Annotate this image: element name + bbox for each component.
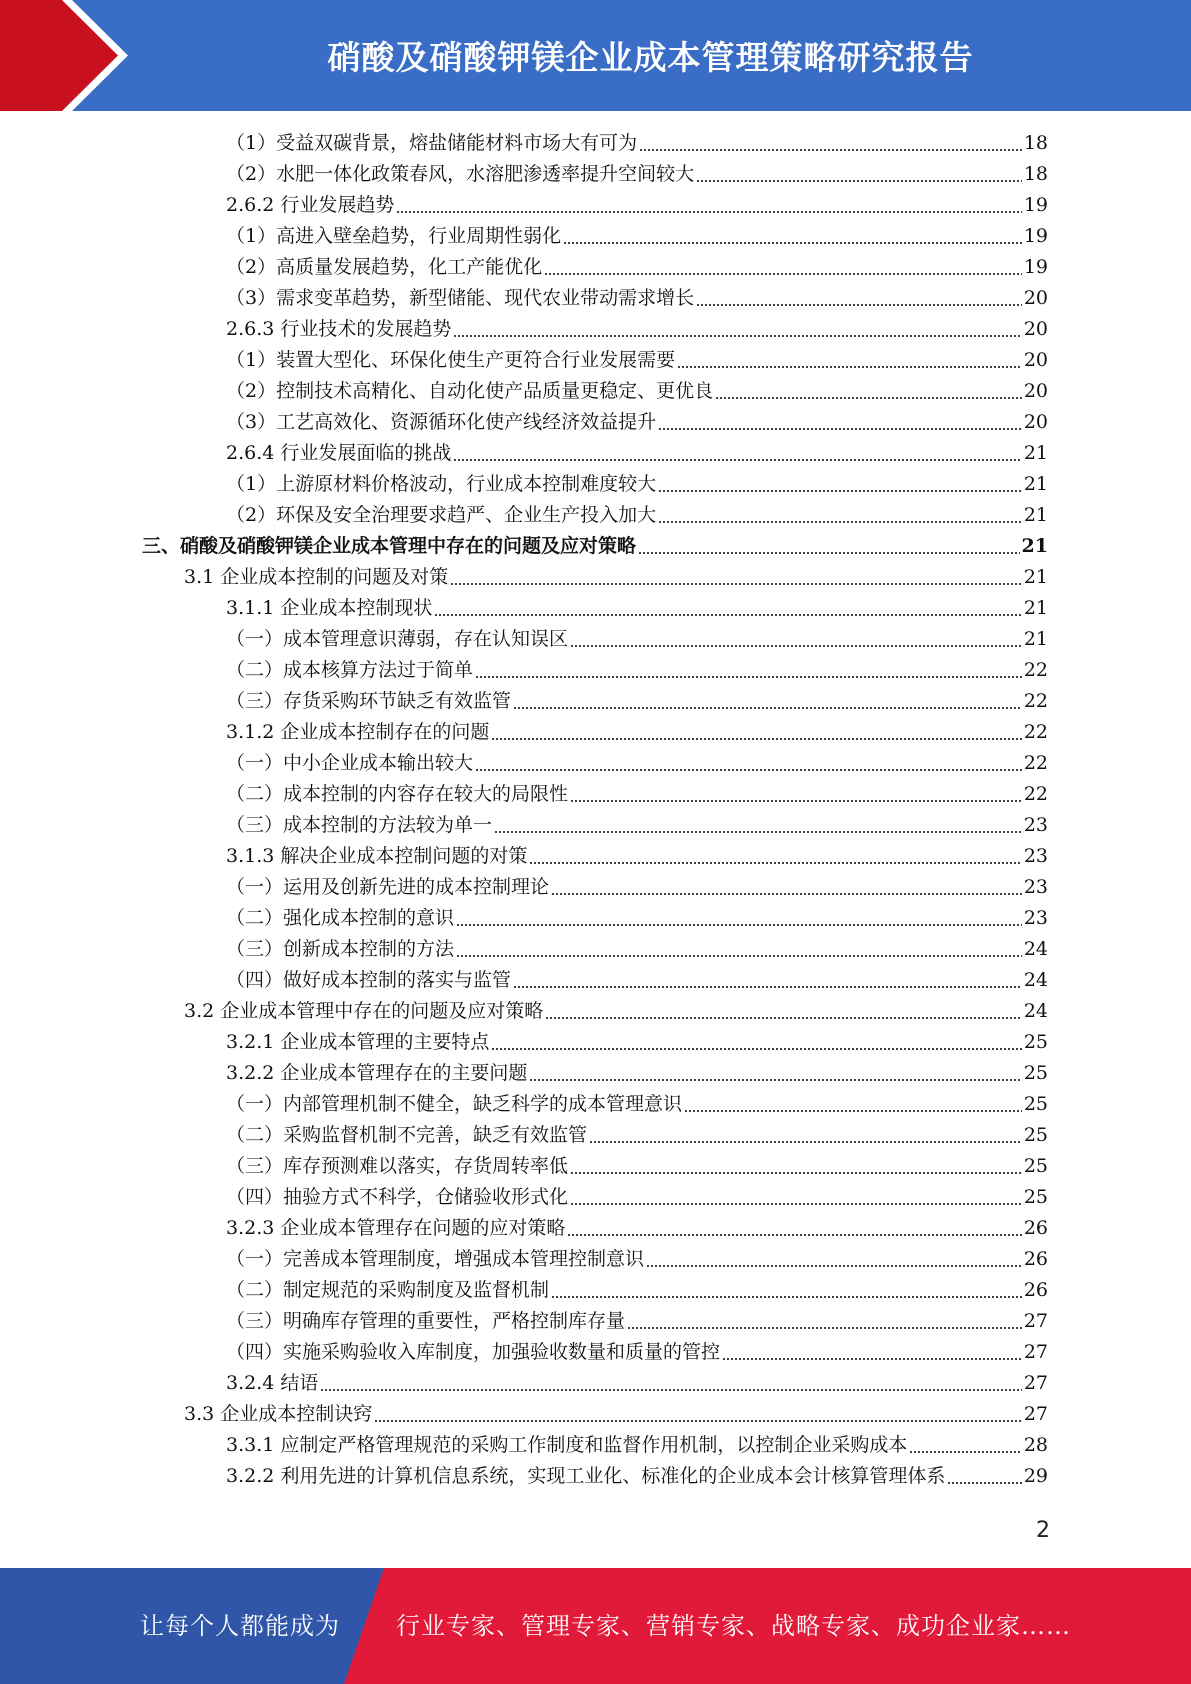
toc-entry-title: 3.1 企业成本控制的问题及对策	[184, 566, 449, 588]
toc-entry-page: 21	[1023, 597, 1048, 619]
toc-dot-leader	[494, 831, 1022, 833]
toc-entry-title: （三）库存预测难以落实，存货周转率低	[226, 1155, 569, 1177]
toc-entry[interactable]	[226, 624, 1048, 655]
toc-entry-page: 25	[1023, 1155, 1048, 1177]
toc-entry-title: 3.2.1 企业成本管理的主要特点	[226, 1031, 490, 1053]
toc-entry-page: 26	[1023, 1279, 1048, 1301]
toc-entry[interactable]	[226, 221, 1048, 252]
toc-entry-title: （2）高质量发展趋势，化工产能优化	[226, 256, 543, 278]
toc-dot-leader	[453, 459, 1021, 461]
toc-dot-leader	[544, 273, 1022, 275]
toc-entry-title: （3）需求变革趋势，新型储能、现代农业带动需求增长	[226, 287, 695, 309]
toc-entry[interactable]	[226, 655, 1048, 686]
toc-entry[interactable]	[226, 283, 1048, 314]
toc-entry-title: （三）创新成本控制的方法	[226, 938, 455, 960]
toc-entry-page: 25	[1023, 1093, 1048, 1115]
toc-entry-title: （1）上游原材料价格波动，行业成本控制难度较大	[226, 473, 657, 495]
toc-entry[interactable]	[226, 314, 1048, 345]
toc-entry-title: 2.6.4 行业发展面临的挑战	[226, 442, 452, 464]
toc-entry-title: 3.2.4 结语	[226, 1372, 319, 1394]
toc-entry-title: （二）成本核算方法过于简单	[226, 659, 474, 681]
toc-entry[interactable]	[226, 500, 1048, 531]
toc-entry-page: 27	[1023, 1310, 1048, 1332]
footer-slogan-left: 让每个人都能成为	[140, 1612, 340, 1640]
toc-dot-leader	[453, 335, 1021, 337]
page-number: 2	[1036, 1518, 1050, 1543]
toc-dot-leader	[456, 924, 1022, 926]
toc-dot-leader	[909, 1451, 1021, 1453]
toc-entry-title: （一）成本管理意识薄弱，存在认知误区	[226, 628, 569, 650]
toc-entry[interactable]	[226, 407, 1048, 438]
toc-dot-leader	[639, 149, 1022, 151]
toc-entry-page: 21	[1023, 566, 1048, 588]
toc-entry-page: 21	[1021, 535, 1048, 557]
toc-entry[interactable]	[226, 779, 1048, 810]
toc-entry[interactable]	[184, 562, 1048, 593]
toc-entry-title: 3.2.2 企业成本管理存在的主要问题	[226, 1062, 528, 1084]
toc-entry-page: 25	[1023, 1031, 1048, 1053]
toc-entry-title: （二）采购监督机制不完善，缺乏有效监管	[226, 1124, 588, 1146]
toc-entry-page: 27	[1023, 1403, 1048, 1425]
toc-entry[interactable]	[226, 469, 1048, 500]
toc-entry[interactable]	[226, 1306, 1048, 1337]
toc-dot-leader	[570, 1203, 1022, 1205]
toc-entry[interactable]	[226, 252, 1048, 283]
toc-entry-page: 21	[1023, 628, 1048, 650]
toc-entry-title: （一）完善成本管理制度，增强成本管理控制意识	[226, 1248, 645, 1270]
toc-dot-leader	[434, 614, 1021, 616]
toc-entry-page: 23	[1023, 907, 1048, 929]
toc-entry-page: 22	[1023, 721, 1048, 743]
toc-entry-title: （二）强化成本控制的意识	[226, 907, 455, 929]
toc-entry[interactable]	[226, 965, 1048, 996]
toc-entry-title: 3.2 企业成本管理中存在的问题及应对策略	[184, 1000, 544, 1022]
toc-entry-page: 20	[1023, 380, 1048, 402]
toc-entry[interactable]	[226, 1244, 1048, 1275]
toc-entry-page: 18	[1023, 132, 1048, 154]
toc-entry[interactable]	[226, 1182, 1048, 1213]
toc-entry[interactable]	[184, 996, 1048, 1027]
toc-entry-page: 19	[1023, 225, 1048, 247]
toc-entry-title: （四）做好成本控制的落实与监管	[226, 969, 512, 991]
footer-slogan-right: 行业专家、管理专家、营销专家、战略专家、成功企业家……	[396, 1612, 1071, 1640]
toc-dot-leader	[529, 1079, 1021, 1081]
toc-dot-leader	[570, 1172, 1022, 1174]
toc-entry[interactable]	[142, 531, 1048, 562]
toc-entry-title: （1）受益双碳背景，熔盐储能材料市场大有可为	[226, 132, 638, 154]
toc-dot-leader	[551, 1296, 1022, 1298]
toc-entry-title: 3.3.1 应制定严格管理规范的采购工作制度和监督作用机制，以控制企业采购成本	[226, 1434, 908, 1456]
toc-entry[interactable]	[226, 1461, 1048, 1492]
toc-entry-page: 19	[1023, 256, 1048, 278]
toc-entry-page: 25	[1023, 1062, 1048, 1084]
toc-dot-leader	[491, 1048, 1021, 1050]
toc-entry-title: 2.6.3 行业技术的发展趋势	[226, 318, 452, 340]
toc-dot-leader	[563, 242, 1022, 244]
toc-entry-page: 29	[1023, 1465, 1048, 1487]
toc-dot-leader	[450, 583, 1022, 585]
toc-dot-leader	[491, 738, 1021, 740]
toc-entry-page: 23	[1023, 814, 1048, 836]
toc-entry-title: （一）运用及创新先进的成本控制理论	[226, 876, 550, 898]
toc-dot-leader	[947, 1482, 1021, 1484]
toc-dot-leader	[513, 986, 1022, 988]
toc-entry-page: 20	[1023, 287, 1048, 309]
page-footer	[0, 1568, 1191, 1684]
toc-dot-leader	[570, 645, 1022, 647]
toc-entry[interactable]	[226, 1213, 1048, 1244]
toc-entry-page: 23	[1023, 876, 1048, 898]
toc-dot-leader	[658, 490, 1022, 492]
toc-entry-page: 19	[1023, 194, 1048, 216]
toc-entry-title: （1）高进入壁垒趋势，行业周期性弱化	[226, 225, 562, 247]
toc-entry-title: 3.1.2 企业成本控制存在的问题	[226, 721, 490, 743]
toc-entry-page: 20	[1023, 318, 1048, 340]
toc-dot-leader	[475, 676, 1022, 678]
toc-entry-title: （三）存货采购环节缺乏有效监管	[226, 690, 512, 712]
toc-dot-leader	[589, 1141, 1022, 1143]
toc-entry-page: 20	[1023, 411, 1048, 433]
toc-entry-page: 27	[1023, 1372, 1048, 1394]
toc-entry[interactable]	[226, 1120, 1048, 1151]
toc-dot-leader	[722, 1358, 1022, 1360]
toc-entry[interactable]	[226, 841, 1048, 872]
toc-entry[interactable]	[226, 748, 1048, 779]
toc-entry[interactable]	[226, 903, 1048, 934]
toc-dot-leader	[677, 366, 1022, 368]
toc-dot-leader	[696, 304, 1022, 306]
toc-dot-leader	[551, 893, 1022, 895]
toc-entry[interactable]	[226, 438, 1048, 469]
toc-entry-title: （四）实施采购验收入库制度，加强验收数量和质量的管控	[226, 1341, 721, 1363]
toc-entry-page: 25	[1023, 1186, 1048, 1208]
toc-dot-leader	[684, 1110, 1022, 1112]
toc-dot-leader	[658, 521, 1022, 523]
toc-entry-page: 24	[1023, 1000, 1048, 1022]
toc-entry-page: 26	[1023, 1217, 1048, 1239]
toc-entry-title: （二）成本控制的内容存在较大的局限性	[226, 783, 569, 805]
toc-entry-title: 3.3 企业成本控制诀窍	[184, 1403, 373, 1425]
toc-entry-title: （1）装置大型化、环保化使生产更符合行业发展需要	[226, 349, 676, 371]
toc-dot-leader	[475, 769, 1022, 771]
toc-entry-page: 27	[1023, 1341, 1048, 1363]
toc-entry[interactable]	[226, 717, 1048, 748]
toc-entry-title: 3.1.1 企业成本控制现状	[226, 597, 433, 619]
toc-entry-page: 22	[1023, 752, 1048, 774]
toc-entry[interactable]	[226, 159, 1048, 190]
toc-entry-page: 20	[1023, 349, 1048, 371]
toc-entry[interactable]	[226, 128, 1048, 159]
toc-dot-leader	[638, 552, 1020, 554]
toc-entry[interactable]	[226, 190, 1048, 221]
toc-entry-page: 21	[1023, 473, 1048, 495]
toc-dot-leader	[513, 707, 1022, 709]
toc-entry-title: 三、硝酸及硝酸钾镁企业成本管理中存在的问题及应对策略	[142, 535, 637, 557]
toc-entry[interactable]	[226, 1089, 1048, 1120]
toc-entry[interactable]	[226, 1430, 1048, 1461]
toc-dot-leader	[529, 862, 1021, 864]
toc-entry-title: （一）内部管理机制不健全，缺乏科学的成本管理意识	[226, 1093, 683, 1115]
page-header	[0, 0, 1191, 111]
toc-entry-page: 24	[1023, 938, 1048, 960]
toc-entry[interactable]	[184, 1399, 1048, 1430]
toc-entry-title: 2.6.2 行业发展趋势	[226, 194, 395, 216]
toc-entry-title: （2）控制技术高精化、自动化使产品质量更稳定、更优良	[226, 380, 714, 402]
toc-entry-title: （3）工艺高效化、资源循环化使产线经济效益提升	[226, 411, 657, 433]
toc-entry[interactable]	[226, 593, 1048, 624]
chevron-arrow-icon	[0, 0, 150, 111]
toc-dot-leader	[646, 1265, 1022, 1267]
report-title: 硝酸及硝酸钾镁企业成本管理策略研究报告	[327, 38, 974, 77]
toc-entry[interactable]	[226, 872, 1048, 903]
toc-entry[interactable]	[226, 1275, 1048, 1306]
toc-dot-leader	[567, 1234, 1021, 1236]
toc-dot-leader	[374, 1420, 1022, 1422]
toc-entry[interactable]	[226, 1058, 1048, 1089]
toc-entry-page: 25	[1023, 1124, 1048, 1146]
toc-dot-leader	[456, 955, 1022, 957]
toc-dot-leader	[570, 800, 1022, 802]
toc-dot-leader	[396, 211, 1021, 213]
toc-entry[interactable]	[226, 1368, 1048, 1399]
toc-entry-title: （二）制定规范的采购制度及监督机制	[226, 1279, 550, 1301]
toc-entry[interactable]	[226, 686, 1048, 717]
toc-entry-page: 18	[1023, 163, 1048, 185]
toc-entry-page: 23	[1023, 845, 1048, 867]
toc-entry[interactable]	[226, 376, 1048, 407]
toc-entry-page: 26	[1023, 1248, 1048, 1270]
toc-entry-page: 21	[1023, 504, 1048, 526]
toc-entry[interactable]	[226, 1027, 1048, 1058]
toc-dot-leader	[627, 1327, 1022, 1329]
toc-entry[interactable]	[226, 1151, 1048, 1182]
toc-entry-page: 21	[1023, 442, 1048, 464]
toc-entry-page: 22	[1023, 659, 1048, 681]
toc-entry-title: 3.2.2 利用先进的计算机信息系统，实现工业化、标准化的企业成本会计核算管理体系	[226, 1465, 946, 1487]
toc-entry[interactable]	[226, 934, 1048, 965]
toc-dot-leader	[320, 1389, 1021, 1391]
toc-entry-title: （2）环保及安全治理要求趋严、企业生产投入加大	[226, 504, 657, 526]
toc-dot-leader	[696, 180, 1022, 182]
toc-entry-page: 22	[1023, 783, 1048, 805]
toc-entry-title: 3.1.3 解决企业成本控制问题的对策	[226, 845, 528, 867]
toc-dot-leader	[715, 397, 1022, 399]
toc-entry-title: （三）明确库存管理的重要性，严格控制库存量	[226, 1310, 626, 1332]
toc-entry-title: （一）中小企业成本输出较大	[226, 752, 474, 774]
toc-dot-leader	[545, 1017, 1022, 1019]
toc-entry[interactable]	[226, 345, 1048, 376]
toc-entry-title: （2）水肥一体化政策春风，水溶肥渗透率提升空间较大	[226, 163, 695, 185]
toc-entry[interactable]	[226, 810, 1048, 841]
toc-entry-page: 22	[1023, 690, 1048, 712]
toc-entry-page: 24	[1023, 969, 1048, 991]
toc-entry-title: 3.2.3 企业成本管理存在问题的应对策略	[226, 1217, 566, 1239]
toc-entry-title: （四）抽验方式不科学，仓储验收形式化	[226, 1186, 569, 1208]
toc-entry[interactable]	[226, 1337, 1048, 1368]
toc-dot-leader	[658, 428, 1022, 430]
toc-entry-page: 28	[1023, 1434, 1048, 1456]
toc-entry-title: （三）成本控制的方法较为单一	[226, 814, 493, 836]
